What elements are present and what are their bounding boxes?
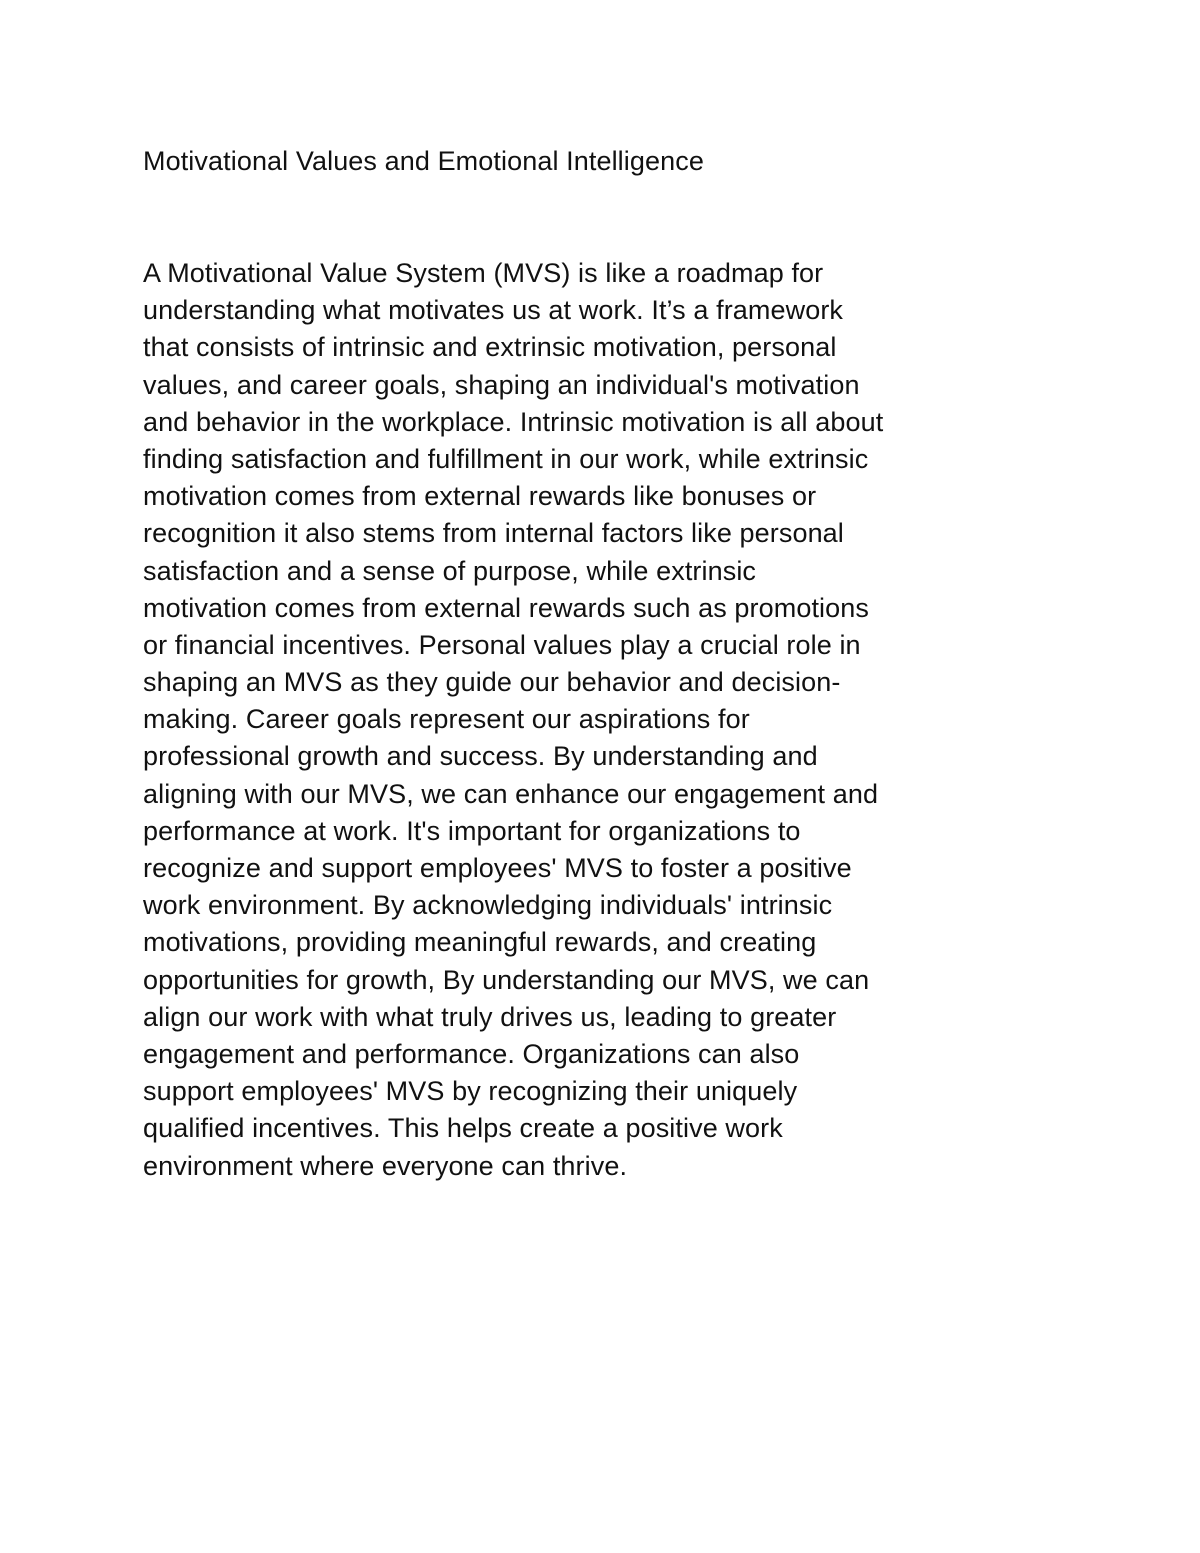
paragraph-line: and behavior in the workplace. Intrinsic motivation is all about xyxy=(143,406,884,437)
paragraph-line: shaping an MVS as they guide our behavior and decision- xyxy=(143,667,841,698)
paragraph-line: that consists of intrinsic and extrinsic motivation, personal xyxy=(143,332,837,363)
paragraph-line: motivations, providing meaningful rewards, and creating xyxy=(143,927,817,958)
paragraph-line: motivation comes from external rewards such as promotions xyxy=(143,592,869,623)
paragraph-line: A Motivational Value System (MVS) is like a roadmap for xyxy=(143,258,824,288)
paragraph-line: engagement and performance. Organizations can also xyxy=(143,1038,800,1069)
paragraph-line: motivation comes from external rewards like bonuses or xyxy=(143,481,817,512)
paragraph-line: making. Career goals represent our aspirations for xyxy=(143,704,750,735)
paragraph-line: support employees' MVS by recognizing their uniquely xyxy=(143,1076,798,1107)
document-title: Motivational Values and Emotional Intelligence xyxy=(143,146,704,176)
paragraph-line: work environment. By acknowledging individuals' intrinsic xyxy=(143,890,833,921)
paragraph-line: performance at work. It's important for organizations to xyxy=(143,815,801,846)
paragraph-line: align our work with what truly drives us, leading to greater xyxy=(143,1001,837,1032)
paragraph-line: professional growth and success. By understanding and xyxy=(143,741,818,772)
paragraph-line: aligning with our MVS, we can enhance our engagement and xyxy=(143,778,879,809)
paragraph-line: environment where everyone can thrive. xyxy=(143,1150,628,1181)
paragraph-line: values, and career goals, shaping an individual's motivation xyxy=(143,369,860,400)
paragraph-line: recognize and support employees' MVS to foster a positive xyxy=(143,853,852,883)
paragraph-line: understanding what motivates us at work. It’s a framework xyxy=(143,295,844,326)
paragraph-line: satisfaction and a sense of purpose, while extrinsic xyxy=(143,555,757,586)
paragraph-line: finding satisfaction and fulfillment in our work, while extrinsic xyxy=(143,443,869,474)
body-paragraph xyxy=(143,255,1103,1185)
paragraph-line: recognition it also stems from internal factors like personal xyxy=(143,518,844,549)
paragraph-line: or financial incentives. Personal values play a crucial role in xyxy=(143,629,861,660)
paragraph-line: opportunities for growth, By understanding our MVS, we can xyxy=(143,964,870,995)
paragraph-line: qualified incentives. This helps create a positive work xyxy=(143,1113,783,1144)
